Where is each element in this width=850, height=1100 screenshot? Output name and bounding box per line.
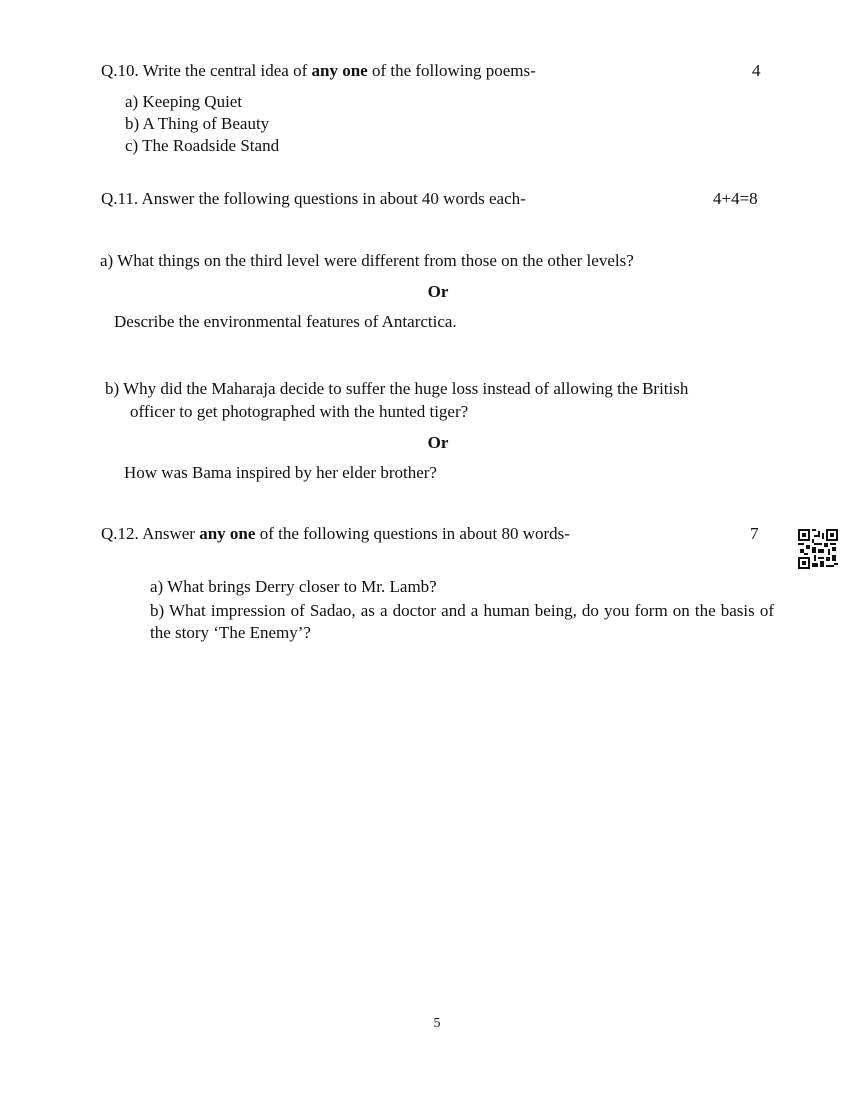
q10-option-a: a) Keeping Quiet: [125, 92, 243, 111]
q10-text-pre: Q.10. Write the central idea of: [101, 61, 312, 80]
q12-marks: 7: [750, 524, 759, 543]
q11-a-alternative: Describe the environmental features of Antarctica.: [114, 312, 457, 331]
q11-b-alternative: How was Bama inspired by her elder brother?: [124, 463, 437, 482]
q12-text-bold: any one: [199, 524, 256, 543]
q11-part-b-line2: officer to get photographed with the hunted tiger?: [130, 402, 469, 421]
q10-text-post: of the following poems-: [367, 61, 536, 80]
q12-option-a: a) What brings Derry closer to Mr. Lamb?: [150, 577, 437, 596]
q10-option-c: c) The Roadside Stand: [125, 136, 280, 155]
q11-part-a: a) What things on the third level were different from those on the other levels?: [100, 251, 634, 270]
q10-text-bold: any one: [311, 61, 368, 80]
q12-text-pre: Q.12. Answer: [101, 524, 200, 543]
q11-b-or: Or: [427, 433, 449, 452]
q12-option-b: b) What impression of Sadao, as a doctor and a human being, do you form on the basis of the story ‘The Enemy’?: [150, 601, 774, 642]
q11-marks: 4+4=8: [713, 189, 758, 208]
q10-marks: 4: [752, 61, 761, 80]
q11-question: Q.11. Answer the following questions in about 40 words each-: [101, 189, 526, 208]
qr-code-icon: [798, 529, 838, 569]
q10-option-b: b) A Thing of Beauty: [125, 114, 270, 133]
q12-question: [101, 524, 570, 544]
q12-text-post: of the following questions in about 80 words-: [255, 524, 570, 543]
q11-part-b-line1: b) Why did the Maharaja decide to suffer the huge loss instead of allowing the British: [105, 379, 689, 398]
q10-question: [101, 61, 536, 81]
q11-a-or: Or: [427, 282, 449, 301]
page-number: 5: [433, 1016, 441, 1031]
